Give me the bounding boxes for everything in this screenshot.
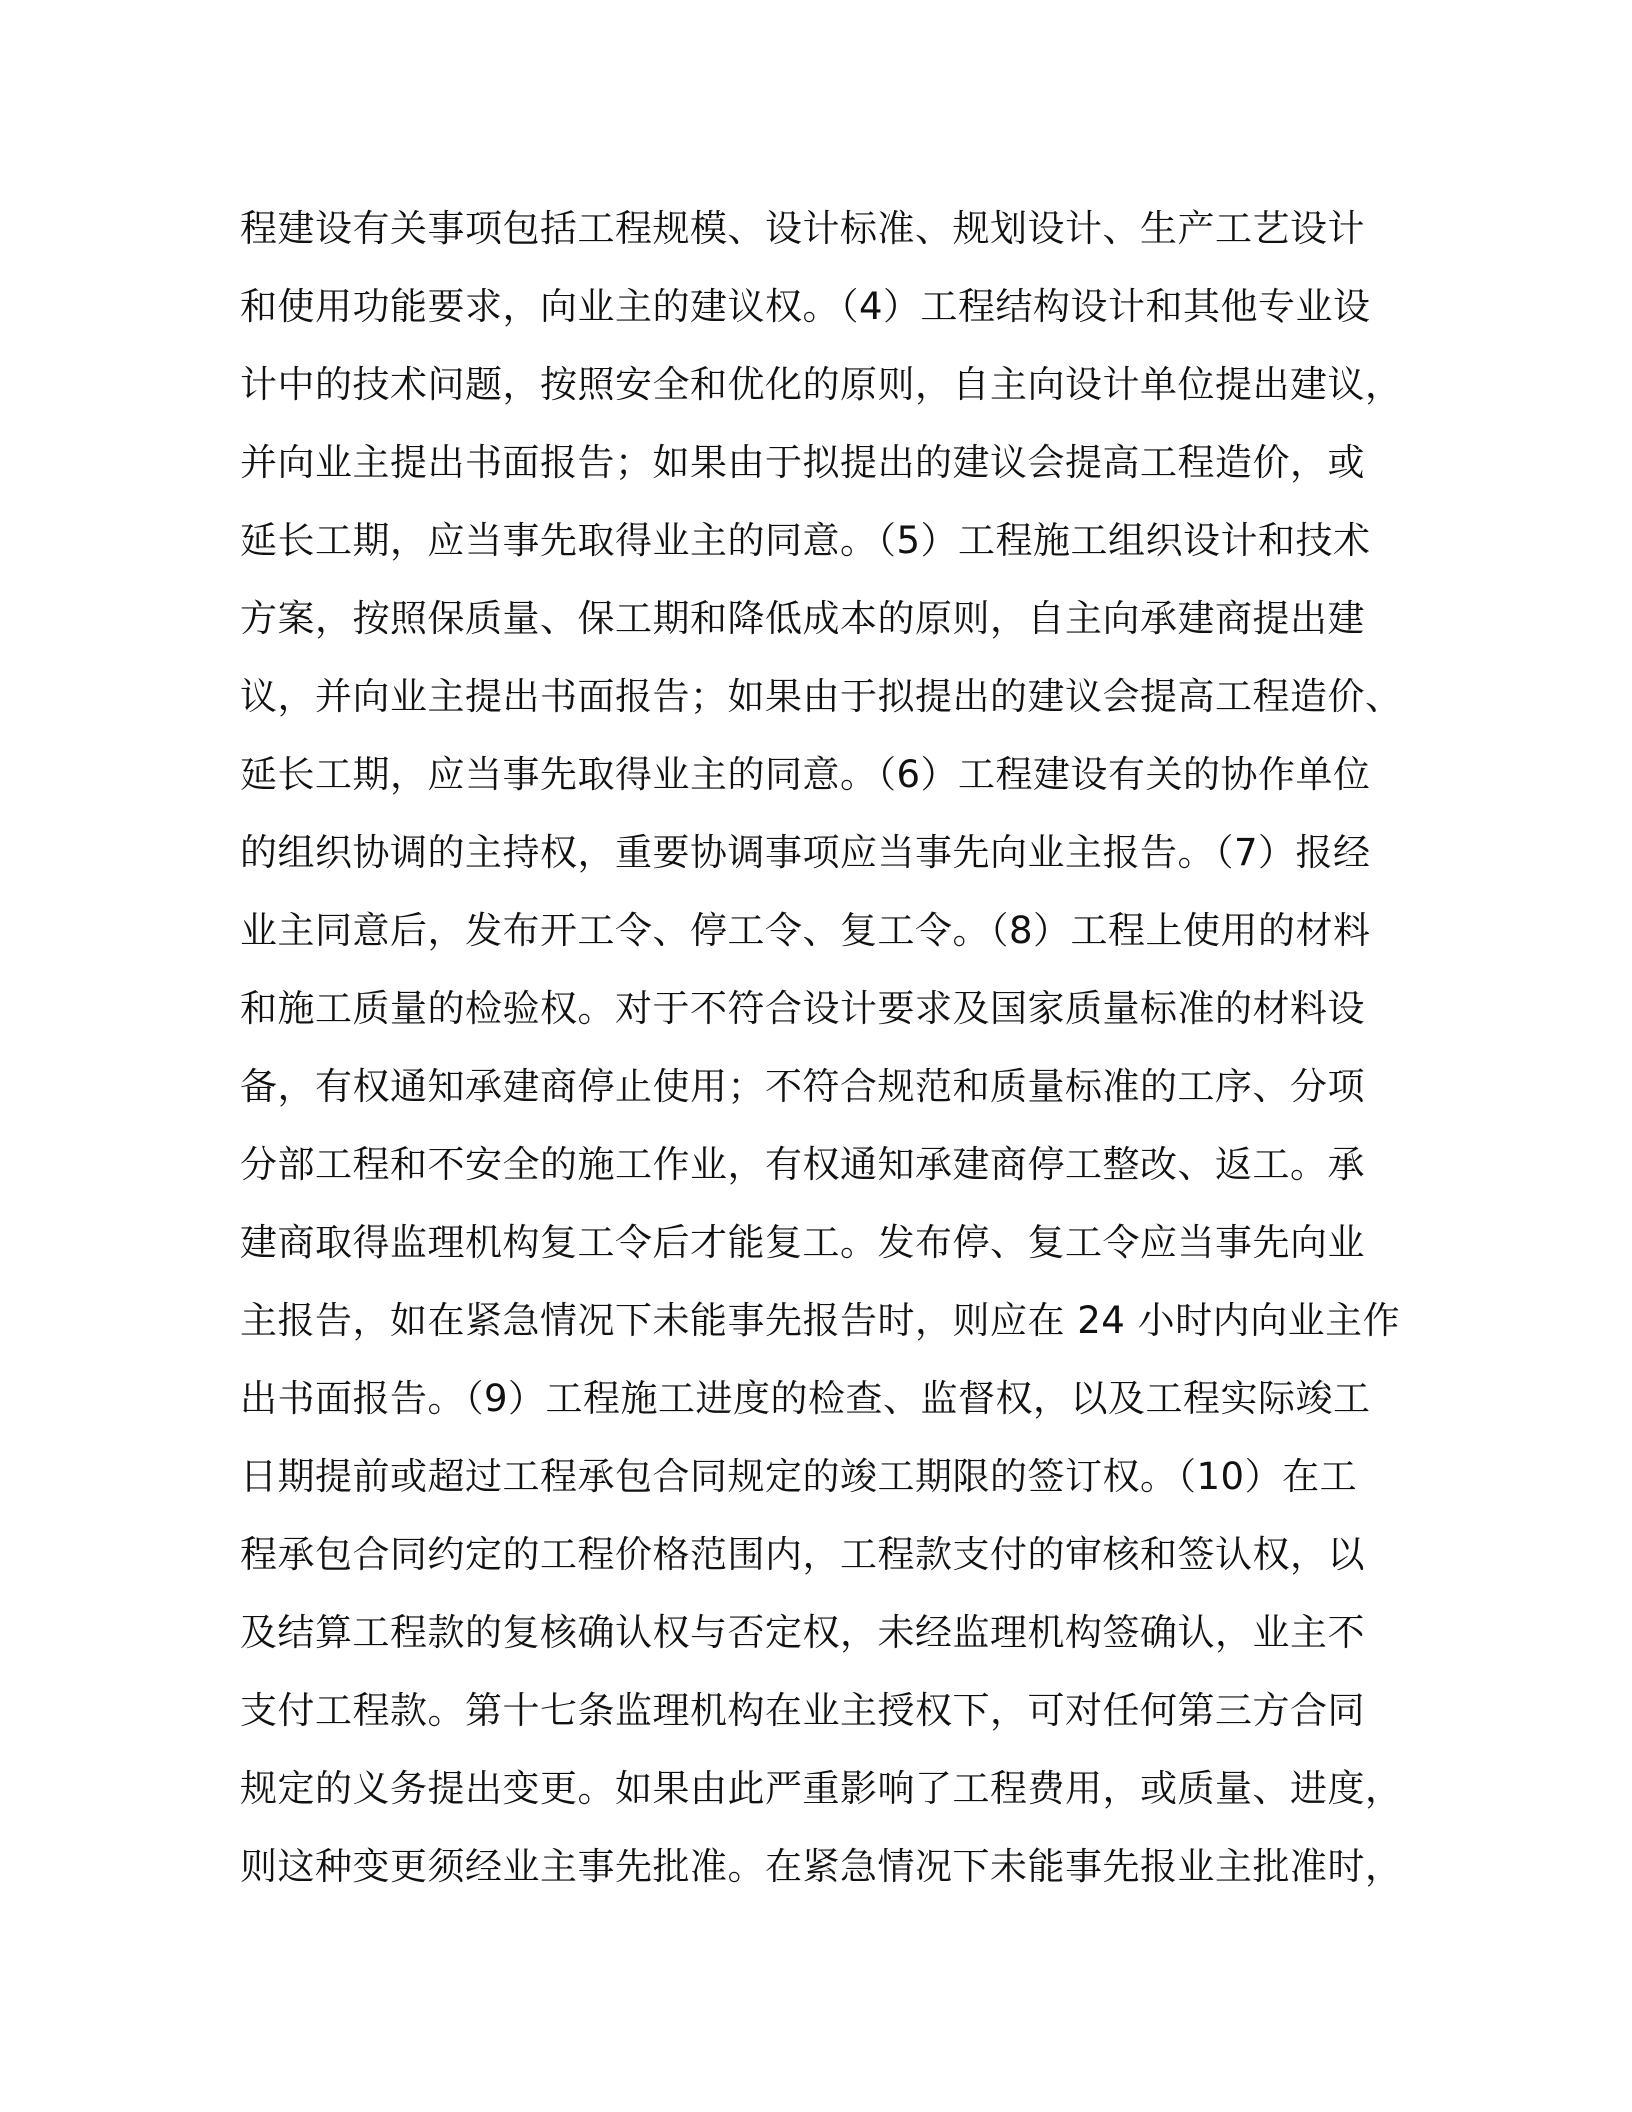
text-line-15: 主报告，如在紧急情况下未能事先报告时，则应在 24 小时内向业主作 — [240, 1299, 1401, 1342]
text-line-7: 议，并向业主提出书面报告；如果由于拟提出的建议会提高工程造价、 — [240, 675, 1403, 718]
text-line-6: 方案，按照保质量、保工期和降低成本的原则，自主向承建商提出建 — [240, 597, 1365, 640]
text-line-20: 支付工程款。第十七条监理机构在业主授权下，可对任何第三方合同 — [240, 1689, 1365, 1732]
text-line-22: 则这种变更须经业主事先批准。在紧急情况下未能事先报业主批准时， — [240, 1845, 1403, 1888]
text-line-11: 和施工质量的检验权。对于不符合设计要求及国家质量标准的材料设 — [240, 987, 1365, 1030]
text-line-1: 程建设有关事项包括工程规模、设计标准、规划设计、生产工艺设计 — [240, 207, 1365, 250]
text-line-13: 分部工程和不安全的施工作业，有权通知承建商停工整改、返工。承 — [240, 1143, 1365, 1186]
text-line-18: 程承包合同约定的工程价格范围内，工程款支付的审核和签认权，以 — [240, 1533, 1365, 1576]
text-line-3: 计中的技术问题，按照安全和优化的原则，自主向设计单位提出建议， — [240, 363, 1403, 406]
text-line-4: 并向业主提出书面报告；如果由于拟提出的建议会提高工程造价，或 — [240, 441, 1365, 484]
text-line-19: 及结算工程款的复核确认权与否定权，未经监理机构签确认，业主不 — [240, 1611, 1365, 1654]
text-line-2: 和使用功能要求，向业主的建议权。（4）工程结构设计和其他专业设 — [240, 285, 1371, 328]
text-line-12: 备，有权通知承建商停止使用；不符合规范和质量标准的工序、分项 — [240, 1065, 1365, 1108]
text-line-9: 的组织协调的主持权，重要协调事项应当事先向业主报告。（7）报经 — [240, 831, 1371, 874]
text-line-10: 业主同意后，发布开工令、停工令、复工令。（8）工程上使用的材料 — [240, 909, 1371, 952]
text-line-21: 规定的义务提出变更。如果由此严重影响了工程费用，或质量、进度， — [240, 1767, 1403, 1810]
text-line-8: 延长工期，应当事先取得业主的同意。（6）工程建设有关的协作单位 — [240, 753, 1371, 796]
text-line-17: 日期提前或超过工程承包合同规定的竣工期限的签订权。（10）在工 — [240, 1455, 1358, 1498]
text-line-14: 建商取得监理机构复工令后才能复工。发布停、复工令应当事先向业 — [240, 1221, 1365, 1264]
text-line-16: 出书面报告。（9）工程施工进度的检查、监督权，以及工程实际竣工 — [240, 1377, 1371, 1420]
body-text — [240, 190, 1403, 1906]
text-line-5: 延长工期，应当事先取得业主的同意。（5）工程施工组织设计和技术 — [240, 519, 1371, 562]
